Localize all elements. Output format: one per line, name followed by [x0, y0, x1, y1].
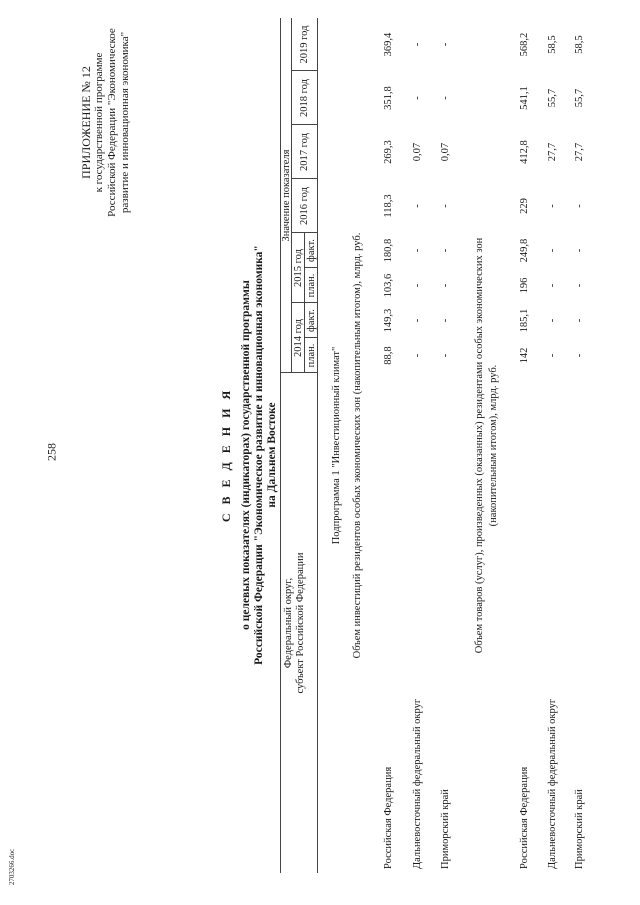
- document-title: [220, 235, 279, 675]
- cell-value: -: [440, 204, 451, 208]
- year-header: 2019 год: [299, 25, 310, 64]
- value-column-header: Значение показателя: [281, 149, 292, 242]
- row-name: Дальневосточный федеральный округ: [412, 698, 423, 869]
- cell-value: 249,8: [519, 238, 530, 263]
- cell-value: 58,5: [547, 35, 558, 54]
- cell-value: -: [440, 318, 451, 323]
- region-header-line: Федеральный округ,: [283, 577, 294, 669]
- cell-value: -: [547, 204, 558, 208]
- cell-value: 0,07: [440, 142, 451, 162]
- cell-value: -: [412, 248, 423, 253]
- appendix-line: Российской Федерации "Экономическое: [106, 28, 118, 217]
- cell-value: 541,1: [519, 86, 530, 110]
- row-name: Российская Федерация: [519, 766, 530, 869]
- row-name: Российская Федерация: [383, 766, 394, 869]
- cell-value: 118,3: [383, 194, 394, 218]
- year-header: 2018 год: [299, 79, 310, 117]
- cell-value: 180,8: [383, 238, 394, 263]
- cell-value: -: [547, 248, 558, 253]
- row-name: Дальневосточный федеральный округ: [547, 698, 558, 869]
- fact-header: факт.: [306, 309, 317, 332]
- cell-value: 27,7: [574, 142, 585, 162]
- indicator-title: Объем товаров (услуг), произведенных (оказанных) резидентами особых экономических зон: [474, 237, 485, 654]
- cell-value: 58,5: [574, 35, 585, 54]
- cell-value: -: [440, 248, 451, 253]
- plan-header: план.: [306, 343, 317, 368]
- row-name: Приморский край: [574, 789, 585, 869]
- cell-value: 269,3: [383, 140, 394, 164]
- cell-value: -: [440, 42, 451, 47]
- cell-value: 185,1: [519, 308, 530, 333]
- document-code: 2703266.doc: [8, 848, 16, 886]
- appendix-number: ПРИЛОЖЕНИЕ № 12: [79, 66, 93, 179]
- cell-value: -: [547, 353, 558, 358]
- appendix-line: развитие и инновационная экономика": [119, 31, 131, 214]
- year-header: 2015 год: [293, 249, 304, 287]
- cell-value: 351,8: [383, 86, 394, 110]
- subprogram-title: Подпрограмма 1 "Инвестиционный климат": [331, 346, 342, 545]
- region-column-header: [283, 373, 307, 873]
- cell-value: -: [412, 42, 423, 47]
- cell-value: -: [412, 96, 423, 100]
- title-line: на Дальнем Востоке: [266, 402, 278, 508]
- cell-value: 88,8: [383, 346, 394, 365]
- region-header-line: субъект Российской Федерации: [295, 552, 306, 694]
- cell-value: 142: [519, 347, 530, 364]
- cell-value: 55,7: [574, 88, 585, 108]
- cell-value: -: [440, 353, 451, 358]
- table-top-border: [280, 18, 281, 873]
- cell-value: -: [440, 96, 451, 100]
- fact-header: факт.: [306, 239, 317, 262]
- title-line: Российской Федерации "Экономическое развитие и инновационная экономика": [253, 245, 265, 665]
- cell-value: -: [412, 353, 423, 358]
- cell-value: -: [547, 318, 558, 323]
- cell-value: 55,7: [547, 88, 558, 108]
- appendix-line: к государственной программе: [93, 52, 105, 193]
- cell-value: 568,2: [519, 32, 530, 57]
- page-number: 258: [44, 443, 59, 461]
- cell-value: 412,8: [519, 140, 530, 164]
- indicator-title: Объем инвестиций резидентов особых экономических зон (накопительным итогом), млрд. руб.: [352, 232, 363, 659]
- cell-value: -: [574, 204, 585, 208]
- year-header: 2017 год: [299, 133, 310, 171]
- plan-header: план.: [306, 273, 317, 298]
- row-name: Приморский край: [440, 789, 451, 869]
- title-heading: С В Е Д Е Н И Я: [219, 387, 233, 523]
- cell-value: -: [574, 283, 585, 288]
- cell-value: 27,7: [547, 142, 558, 162]
- cell-value: -: [440, 283, 451, 288]
- cell-value: -: [574, 318, 585, 323]
- cell-value: -: [412, 318, 423, 323]
- cell-value: 103,6: [383, 273, 394, 298]
- cell-value: -: [412, 283, 423, 288]
- cell-value: 196: [519, 277, 530, 294]
- year-header: 2014 год: [293, 319, 304, 357]
- cell-value: -: [412, 204, 423, 208]
- cell-value: -: [574, 248, 585, 253]
- cell-value: -: [547, 283, 558, 288]
- cell-value: 369,4: [383, 32, 394, 57]
- indicator-title: (накопительным итогом), млрд. руб.: [488, 364, 499, 527]
- year-header: 2016 год: [299, 187, 310, 225]
- table-header-bottom-border: [317, 18, 318, 873]
- cell-value: 149,3: [383, 308, 394, 333]
- appendix-note: [80, 10, 132, 235]
- title-line: о целевых показателях (индикаторах) государственной программы: [240, 280, 252, 630]
- cell-value: 0,07: [412, 142, 423, 162]
- cell-value: 229: [519, 198, 530, 214]
- cell-value: -: [574, 353, 585, 358]
